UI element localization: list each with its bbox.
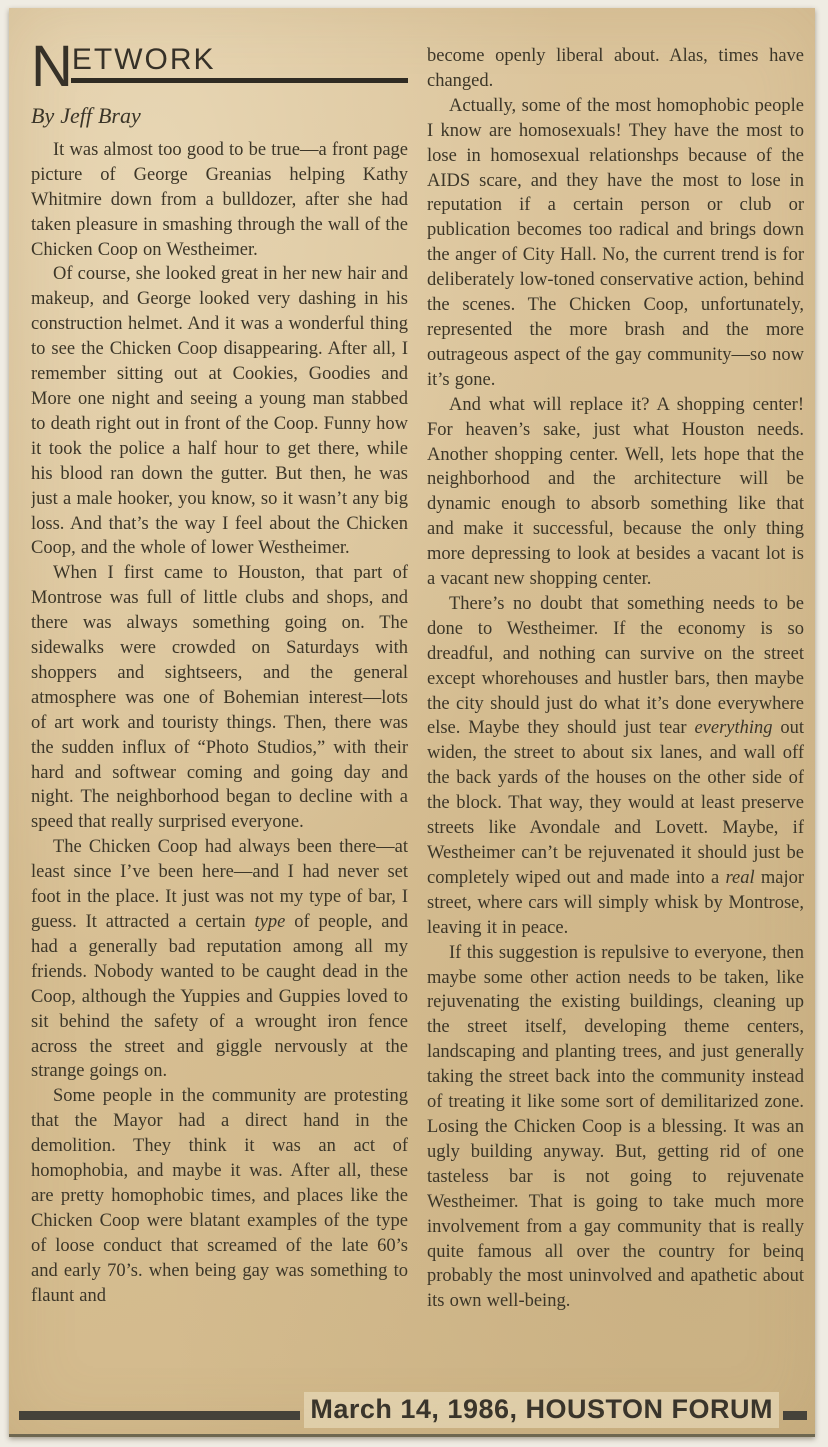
paragraph: When I first came to Houston, that part of Montrose was full of little clubs and shops, and there was always something going on. The sidewalks were crowded on Saturdays with shoppers and sightseers, and the general atmosphere was one of Bohemian interest—lots of art work and touristy things. Then, there was the sudden influx of “Photo Studios,” with their hard and softwear coming and going day and night. The neighborhood began to decline with a speed that really surprised everyone. [31, 563, 408, 833]
article-columns [31, 44, 805, 1410]
paragraph: It was almost too good to be true—a front page picture of George Greanias helping Kathy Whitmire down from a bulldozer, after she had taken pleasure in smashing through the wall of the Chicken Coop on Westheimer. [31, 139, 408, 260]
footer-rule-right [783, 1411, 807, 1420]
byline: By Jeff Bray [31, 103, 141, 128]
article-body-left [31, 138, 408, 1309]
paragraph: become openly liberal about. Alas, times have changed. [427, 46, 804, 91]
paragraph: Some people in the community are protesting that the Mayor had a direct hand in the demolition. They think it was an act of homophobia, and maybe it was. After all, these are pretty homophobic times, and places like the Chicken Coop were blatant examples of the type of loose conduct that screamed of the late 60’s and early 70’s. when being gay was something to flaunt and [31, 1086, 408, 1306]
paragraph: Of course, she looked great in her new hair and makeup, and George looked very dashing in his construction helmet. And it was a wonderful thing to see the Chicken Coop disappearing. After all, I remember sitting out at Cookies, Goodies and More one night and seeing a young man stabbed to death right out in front of the Coop. Funny how it took the police a half hour to get there, while his blood ran down the gutter. But then, he was just a male hooker, you know, so it wasn’t any big loss. And that’s the way I feel about the Chicken Coop, and the whole of lower Westheimer. [31, 264, 408, 559]
paragraph: The Chicken Coop had always been there—at least since I’ve been here—and I had never set foot in the place. It just was not my type of bar, I guess. It attracted a certain type of people, and had a generally bad reputation among all my friends. Nobody wanted to be caught dead in the Coop, although the Yuppies and Guppies loved to sit behind the safety of a wrought iron fence across the street and giggle nervously at the strange goings on. [31, 837, 408, 1082]
masthead-title: ETWORK [71, 45, 408, 83]
column-left [31, 44, 408, 1410]
paragraph: And what will replace it? A shopping center! For heaven’s sake, just what Houston needs. Another shopping center. Well, lets hope that the neighborhood and the architecture will be dynamic enough to absorb something like that and make it successful, because the only thing more depressing to look at besides a vacant lot is a vacant new shopping center. [427, 394, 804, 590]
masthead [31, 44, 408, 99]
article-body-right [427, 44, 804, 1314]
masthead-initial-cap: N [31, 44, 71, 99]
paragraph: There’s no doubt that something needs to be done to Westheimer. If the economy is so dreadful, and nothing can survive on the street except whorehouses and hustler bars, then maybe the city should just do what it’s done everywhere else. Maybe they should just tear everything out widen, the street to about six lanes, and wall off the back yards of the houses on the other side of the block. That way, they would at least preserve streets like Avondale and Lovett. Maybe, if Westheimer can’t be rejuvenated it should just be completely wiped out and made into a real major street, where cars will simply whisk by Montrose, leaving it in peace. [427, 593, 804, 938]
footer-credit-line [19, 1392, 807, 1428]
paragraph: If this suggestion is repulsive to everyone, then maybe some other action needs to be taken, like rejuvenating the existing buildings, cleaning up the street itself, developing theme centers, landscaping and planting trees, and just generally taking the street back into the community instead of treating it like some sort of demilitarized zone. Losing the Chicken Coop is a blessing. It was an ugly building anyway. But, getting rid of one tasteless bar is not going to rejuvenate Westheimer. That is going to take much more involvement from a gay community that is really quite famous all over the country for beinq probably the most uninvolved and apathetic about its own well-being. [427, 942, 804, 1312]
paragraph: Actually, some of the most homophobic people I know are homosexuals! They have the most to lose in homosexual relationshps because of the AIDS scare, and they have the most to lose in reputation if a certain person or club or publication becomes too radical and brings down the anger of City Hall. No, the current trend is for deliberately low-toned conservative action, behind the scenes. The Chicken Coop, unfortunately, represented the more brash and the more outrageous aspect of the gay community—so now it’s gone. [427, 95, 804, 390]
footer-rule-left [19, 1411, 300, 1420]
footer-date-publication: March 14, 1986, HOUSTON FORUM [304, 1392, 779, 1428]
column-right [427, 44, 804, 1410]
newspaper-clipping [9, 8, 815, 1437]
